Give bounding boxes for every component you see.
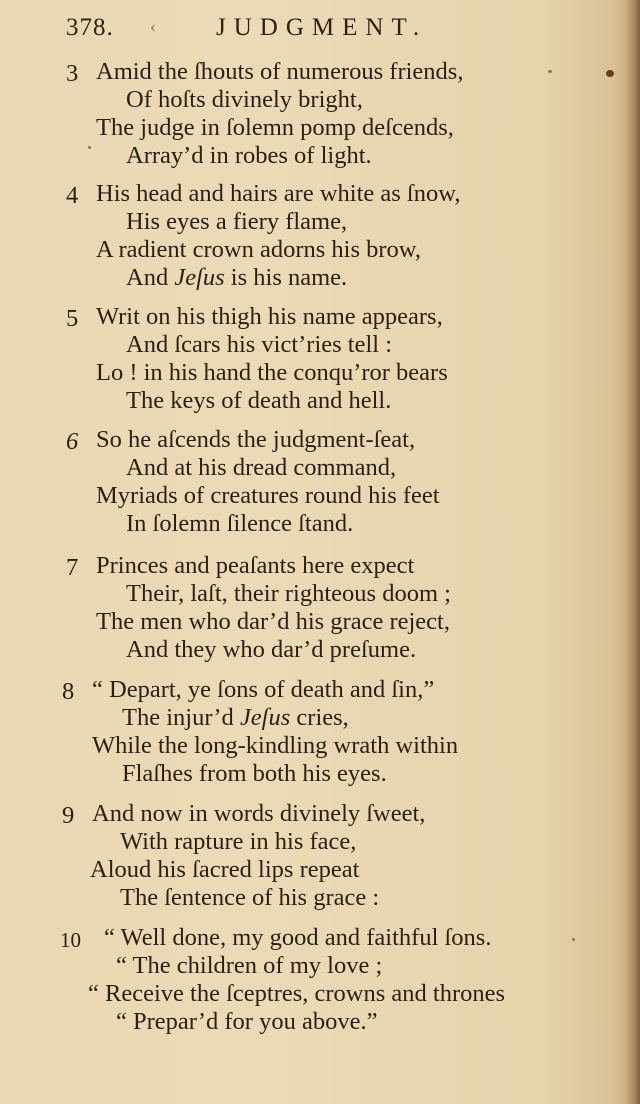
stanza-line: Lo ! in his hand the conqu’ror bears: [96, 359, 448, 386]
stanza-line: The ſentence of his grace :: [120, 884, 380, 911]
header-mark: ‹: [150, 16, 156, 36]
stanza-line: [126, 264, 347, 292]
stanza-line: “ The children of my love ;: [116, 952, 383, 979]
stanza-line: With rapture in his face,: [120, 828, 357, 855]
stanza-line: The keys of death and hell.: [126, 387, 392, 414]
ink-speck: [88, 146, 91, 149]
line-text: cries,: [290, 704, 349, 731]
italic-name: Jeſus: [239, 704, 291, 731]
stanza-line: His eyes a fiery flame,: [126, 208, 348, 235]
page-header: [66, 14, 600, 48]
stanza-number: 7: [66, 554, 79, 581]
stanza-line: Princes and peaſants here expect: [96, 552, 415, 579]
stanza-number: 8: [62, 678, 75, 705]
stanza-line: His head and hairs are white as ſnow,: [96, 180, 461, 207]
running-title: JUDGMENT.: [216, 14, 428, 41]
stanza-number: 4: [66, 182, 79, 209]
page-number: 378.: [66, 14, 114, 41]
stanza-line: While the long-kindling wrath within: [92, 732, 459, 759]
line-text: And: [126, 264, 175, 291]
stanza-number: 3: [66, 60, 79, 87]
stanza-line: Their, laſt, their righteous doom ;: [126, 580, 451, 607]
stanza-line: And at his dread command,: [126, 454, 397, 481]
stanza-line: [122, 704, 349, 732]
ink-speck: [606, 70, 614, 77]
ink-speck: [572, 938, 575, 941]
stanza-line: Writ on his thigh his name appears,: [96, 303, 443, 330]
italic-name: Jeſus: [174, 264, 225, 291]
line-text: The injur’d: [122, 704, 240, 731]
stanza-line: “ Depart, ye ſons of death and ſin,”: [92, 676, 435, 703]
stanza-line: In ſolemn ſilence ſtand.: [126, 510, 354, 537]
stanza-line: Amid the ſhouts of numerous friends,: [96, 58, 464, 85]
stanza-number: 6: [66, 428, 79, 455]
stanza-line: So he aſcends the judgment-ſeat,: [96, 426, 416, 453]
stanza-line: Aloud his ſacred lips repeat: [90, 856, 360, 883]
ink-speck: [548, 70, 552, 73]
stanza-line: Myriads of creatures round his feet: [96, 482, 440, 509]
stanza-line: And now in words divinely ſweet,: [92, 800, 426, 827]
stanza-line: Of hoſts divinely bright,: [126, 86, 363, 113]
stanza-line: The men who dar’d his grace reject,: [96, 608, 450, 635]
stanza-line: “ Prepar’d for you above.”: [116, 1008, 378, 1035]
stanza-line: And they who dar’d preſume.: [126, 636, 417, 663]
stanza-line: A radient crown adorns his brow,: [96, 236, 422, 263]
stanza-line: “ Well done, my good and faithful ſons.: [104, 924, 492, 951]
hymn-text: [0, 58, 640, 1098]
stanza-line: Array’d in robes of light.: [126, 142, 372, 169]
line-text: is his name.: [224, 264, 348, 291]
stanza-line: Flaſhes from both his eyes.: [122, 760, 387, 787]
stanza-line: “ Receive the ſceptres, crowns and thrones: [88, 980, 506, 1007]
stanza-number: 5: [66, 305, 79, 332]
stanza-line: The judge in ſolemn pomp deſcends,: [96, 114, 454, 141]
stanza-number: 10: [60, 928, 81, 952]
stanza-line: And ſcars his vict’ries tell :: [126, 331, 393, 358]
stanza-number: 9: [62, 802, 75, 829]
